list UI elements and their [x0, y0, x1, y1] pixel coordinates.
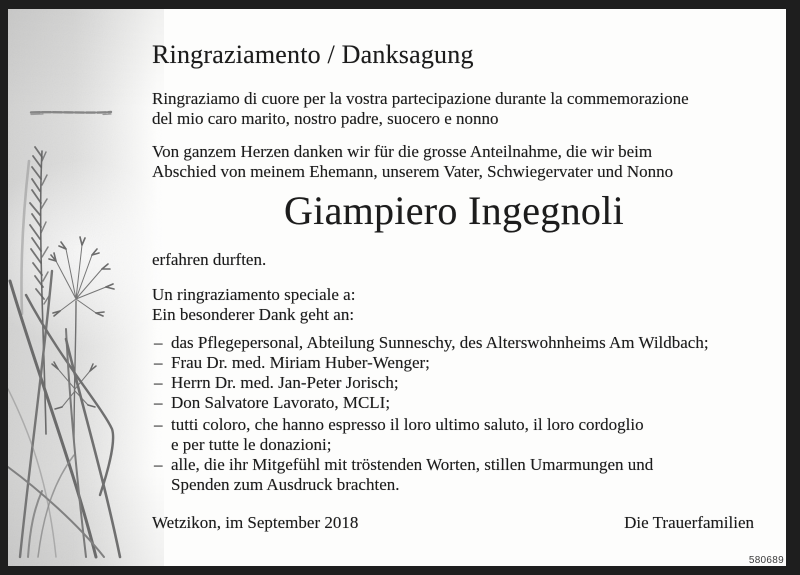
list-item-text: Herrn Dr. med. Jan-Peter Jorisch; — [171, 373, 399, 392]
dash-bullet: – — [154, 373, 163, 392]
list-item-text — [171, 415, 644, 455]
list-item-text — [171, 455, 653, 495]
deceased-name: Giampiero Ingegnoli — [283, 188, 625, 233]
thanks-intro — [152, 285, 756, 325]
sketch-svg — [8, 9, 164, 566]
notice-title: Ringraziamento / Danksagung — [152, 40, 474, 69]
signature: Die Trauerfamilien — [624, 513, 754, 532]
list-item — [152, 333, 756, 353]
place-date: Wetzikon, im September 2018 — [152, 513, 359, 532]
closing-line — [152, 513, 756, 533]
list-item-text: Don Salvatore Lavorato, MCLI; — [171, 393, 391, 412]
list-item — [152, 373, 756, 393]
text-line: Abschied von meinem Ehemann, unserem Vater, Schwiegervater und Nonno — [152, 162, 674, 181]
text-line: tutti coloro, che hanno espresso il loro ultimo saluto, il loro cordoglio — [171, 415, 644, 434]
text-line: Spenden zum Ausdruck brachten. — [171, 475, 400, 494]
condolence-paragraph-german — [152, 142, 756, 182]
text-line: del mio caro marito, nostro padre, suocero e nonno — [152, 109, 499, 128]
dash-bullet: – — [154, 393, 163, 412]
thanks-list-group1 — [152, 333, 756, 413]
after-name-text: erfahren durften. — [152, 250, 267, 269]
list-item — [152, 393, 756, 413]
text-line: alle, die ihr Mitgefühl mit tröstenden Worten, stillen Umarmungen und — [171, 455, 654, 474]
dash-bullet: – — [154, 455, 163, 474]
dash-bullet: – — [154, 415, 163, 434]
reference-number: 580689 — [748, 555, 784, 566]
notice-content — [152, 9, 756, 566]
text-line: e per tutte le donazioni; — [171, 435, 332, 454]
text-line: Ringraziamo di cuore per la vostra partecipazione durante la commemorazione — [152, 89, 689, 108]
list-item-text: das Pflegepersonal, Abteilung Sunneschy, des Alterswohnheims Am Wildbach; — [171, 333, 709, 352]
list-item-text: Frau Dr. med. Miriam Huber-Wenger; — [171, 353, 430, 372]
dash-bullet: – — [154, 353, 163, 372]
thanks-intro-italian: Un ringraziamento speciale a: — [152, 285, 356, 304]
list-item — [152, 455, 756, 495]
list-item — [152, 415, 756, 455]
memorial-card — [8, 9, 786, 566]
thanks-intro-german: Ein besonderer Dank geht an: — [152, 305, 355, 324]
cross-and-grass-illustration — [8, 9, 164, 566]
dash-bullet: – — [154, 333, 163, 352]
list-item — [152, 353, 756, 373]
text-line: Von ganzem Herzen danken wir für die grosse Anteilnahme, die wir beim — [152, 142, 653, 161]
thanks-list-group2 — [152, 415, 756, 495]
condolence-paragraph-italian — [152, 89, 756, 129]
